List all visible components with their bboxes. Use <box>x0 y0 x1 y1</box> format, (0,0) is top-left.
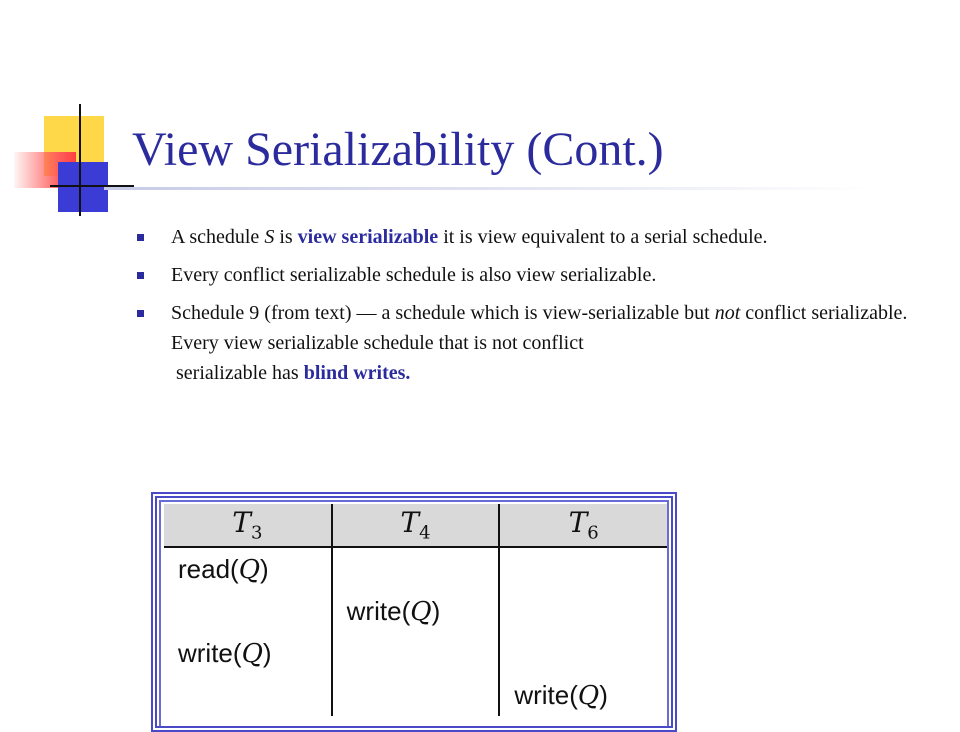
table-cell <box>499 590 667 632</box>
bullet-list <box>136 222 936 396</box>
table-cell: write(Q) <box>178 637 272 669</box>
table-row <box>164 590 667 632</box>
operation-label: write <box>514 679 570 710</box>
table-cell: read(Q) <box>178 553 269 585</box>
term-view-serializable: view serializable <box>297 226 439 248</box>
schedule-9-table <box>164 504 667 716</box>
bullet-marker <box>137 310 144 317</box>
table-row <box>164 674 667 716</box>
table-cell <box>332 674 500 716</box>
bullet-item-view-serializable: A schedule S is view serializable it is view equivalent to a serial schedule. <box>136 222 936 252</box>
bullet-item-conflict-implies-view: Every conflict serializable schedule is also view serializable. <box>136 260 936 290</box>
bullet-item-schedule-9: Schedule 9 (from text) — a schedule which is view-serializable but not conflict serializable. Every view serializable schedule that is not conflict serializable has blind writes. <box>136 298 936 388</box>
emphasis-not: not <box>714 302 741 324</box>
data-item-variable: Q <box>238 554 261 585</box>
table-cell <box>499 547 667 590</box>
table-cell: write(Q) <box>499 674 667 716</box>
operation-label: write <box>346 595 402 626</box>
header-t4: $T_4$ <box>332 504 500 547</box>
table-cell <box>332 547 500 590</box>
operation-label: write <box>178 637 233 668</box>
data-item-variable: Q <box>410 596 432 627</box>
bullet-marker <box>137 272 144 279</box>
bullet-marker <box>137 234 144 241</box>
table-cell <box>164 674 332 716</box>
table-cell <box>332 632 500 674</box>
header-t6: $T_6$ <box>499 504 667 547</box>
table-row <box>164 632 667 674</box>
schedule-table-frame <box>151 492 677 732</box>
header-t3: $T_3$ <box>164 504 332 547</box>
data-item-variable: Q <box>577 680 600 711</box>
term-blind-writes: blind writes. <box>303 362 411 384</box>
title-underline <box>104 187 874 190</box>
table-cell: write(Q) <box>332 590 500 632</box>
operation-label: read <box>178 553 231 584</box>
decor-vertical-line <box>79 104 81 216</box>
table-body <box>164 547 667 716</box>
decor-blue-square <box>58 162 108 212</box>
schedule-s-italic: S <box>264 226 275 248</box>
table-row <box>164 547 667 590</box>
data-item-variable: Q <box>241 638 263 669</box>
table-header-row <box>164 504 667 547</box>
slide-title: View Serializability (Cont.) <box>132 123 664 176</box>
table-cell <box>499 632 667 674</box>
table-cell <box>164 590 332 632</box>
